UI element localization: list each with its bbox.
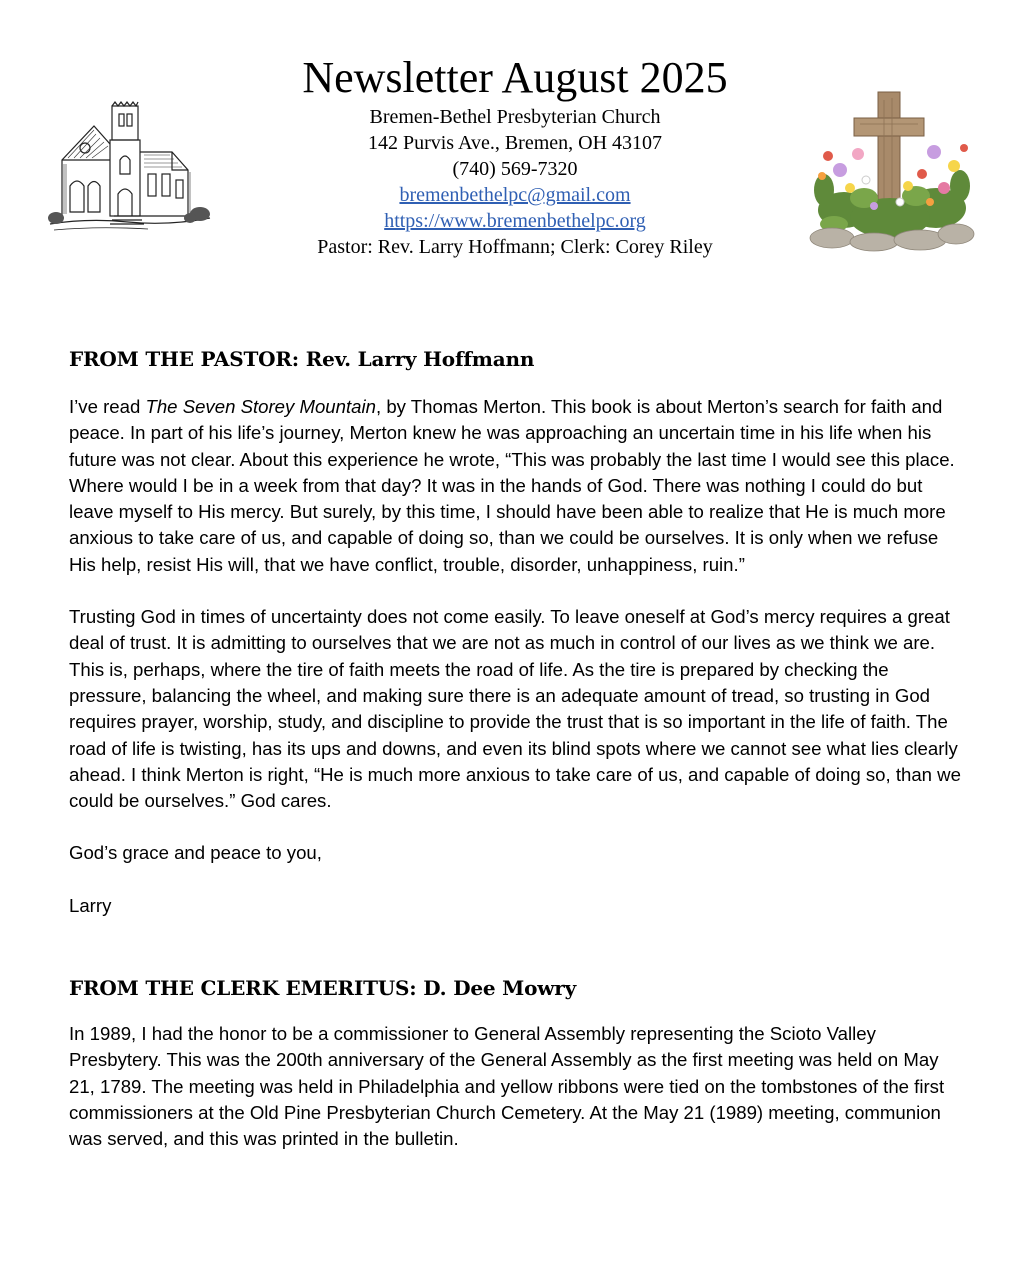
cross-with-flowers-illustration: [804, 90, 978, 252]
pastor-closing: God’s grace and peace to you,: [69, 842, 322, 864]
masthead: [260, 52, 770, 260]
newsletter-content: [69, 344, 969, 1153]
pastor-p1-intro: I’ve read: [69, 396, 146, 417]
clerk-paragraph-1: In 1989, I had the honor to be a commissioner to General Assembly representing the Scioto Valley Presbytery. This was the 200th anniversary of the General Assembly as the first meeting was held on May 21, 1789. The meeting was held in Philadelphia and yellow ribbons were tied on the tombstones of the first commissioners at the Old Pine Presbyterian Church Cemetery. At the May 21 (1989) meeting, communion was served, and this was printed in the bulletin.: [69, 1023, 945, 1150]
church-name: Bremen-Bethel Presbyterian Church: [369, 106, 661, 128]
book-title: The Seven Storey Mountain: [145, 396, 376, 417]
church-illustration: [48, 100, 212, 234]
clerk-section-heading: FROM THE CLERK EMERITUS: D. Dee Mowry: [69, 976, 577, 1001]
website-link[interactable]: https://www.bremenbethelpc.org: [384, 210, 646, 232]
newsletter-title: Newsletter August 2025: [302, 53, 728, 102]
pastor-section-heading: FROM THE PASTOR: Rev. Larry Hoffmann: [69, 347, 535, 371]
pastor-paragraph-1: [69, 394, 969, 578]
pastor-signature: Larry: [69, 894, 112, 916]
church-address: 142 Purvis Ave., Bremen, OH 43107: [367, 132, 663, 154]
pastor-p1-rest: , by Thomas Merton. This book is about Merton’s search for faith and peace. In part of his life’s journey, Merton knew he was approaching an uncertain time in his life when his future was not clear. About this experience he wrote, “This was probably the last time I would see this place. Where would I be in a week from that day? It was in the hands of God. There was nothing I could do but leave myself to His mercy. But surely, by this time, I should have been able to realize that He is much more anxious to take care of us, and capable of doing so, than we could be ourselves. It is only when we refuse His help, resist His will, that we have conflict, trouble, disorder, unhappiness, ruin.”: [69, 396, 955, 575]
pastor-paragraph-2: Trusting God in times of uncertainty does not come easily. To leave oneself at God’s mercy requires a great deal of trust. It is admitting to ourselves that we are not as much in control of our lives as we think we are. This is, perhaps, where the tire of faith meets the road of life. As the tire is prepared by checking the pressure, balancing the wheel, and making sure there is an adequate amount of tread, so trusting in God requires prayer, worship, study, and discipline to provide the trust that is so important in the life of faith. The road of life is twisting, has its ups and downs, and even its blind spots where we cannot see what lies clearly ahead. I think Merton is right, “He is much more anxious to take care of us, and capable of doing so, than we could be ourselves.” God cares.: [69, 606, 961, 812]
church-phone: (740) 569-7320: [452, 158, 578, 180]
email-link[interactable]: bremenbethelpc@gmail.com: [399, 184, 631, 206]
staff-line: Pastor: Rev. Larry Hoffmann; Clerk: Corey Riley: [317, 236, 713, 258]
